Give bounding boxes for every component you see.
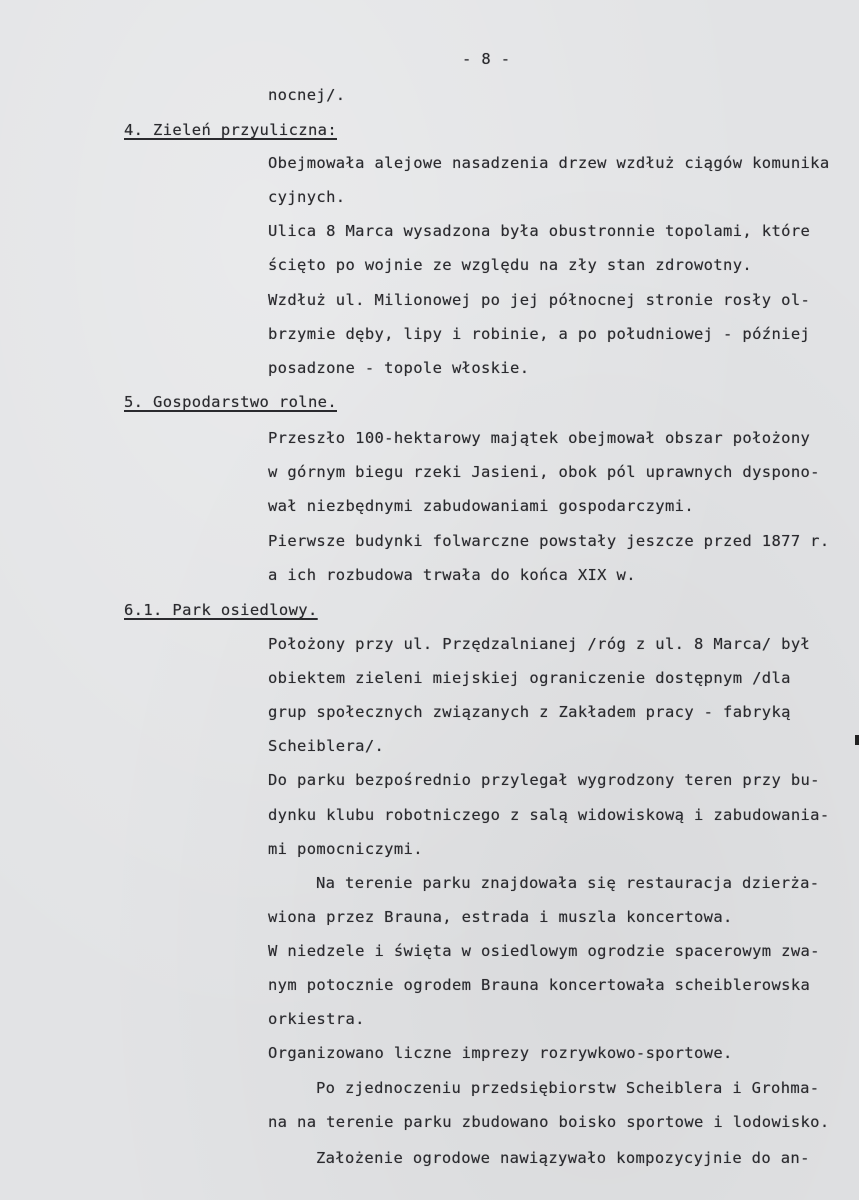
body-line: cyjnych.	[268, 188, 346, 206]
body-line: obiektem zieleni miejskiej ograniczenie dostępnym /dla	[268, 669, 791, 687]
body-line: Położony przy ul. Przędzalnianej /róg z ul. 8 Marca/ był	[268, 635, 811, 653]
body-line: grup społecznych związanych z Zakładem pracy - fabryką	[268, 703, 791, 721]
body-line: posadzone - topole włoskie.	[268, 359, 530, 377]
body-line: Organizowano liczne imprezy rozrywkowo-sportowe.	[268, 1044, 733, 1062]
body-line: Obejmowała alejowe nasadzenia drzew wzdłuż ciągów komunika	[268, 154, 830, 172]
body-line: W niedzele i święta w osiedlowym ogrodzie spacerowym zwa-	[268, 942, 820, 960]
body-line: Pierwsze budynki folwarczne powstały jeszcze przed 1877 r.	[268, 532, 830, 550]
body-line: Scheiblera/.	[268, 737, 385, 755]
body-line: wał niezbędnymi zabudowaniami gospodarczymi.	[268, 497, 694, 515]
body-line: wiona przez Brauna, estrada i muszla koncertowa.	[268, 908, 733, 926]
body-line: Po zjednoczeniu przedsiębiorstw Scheiblera i Grohma-	[316, 1079, 820, 1097]
body-line: orkiestra.	[268, 1010, 365, 1028]
body-line: Założenie ogrodowe nawiązywało kompozycyjnie do an-	[316, 1149, 810, 1167]
body-line: Na terenie parku znajdowała się restauracja dzierża-	[316, 874, 820, 892]
body-line: Przeszło 100-hektarowy majątek obejmował obszar położony	[268, 429, 811, 447]
body-line: nym potocznie ogrodem Brauna koncertowała scheiblerowska	[268, 976, 811, 994]
body-line: brzymie dęby, lipy i robinie, a po południowej - później	[268, 325, 811, 343]
body-line: dynku klubu robotniczego z salą widowiskową i zabudowania-	[268, 806, 830, 824]
section-heading: 5. Gospodarstwo rolne.	[124, 393, 337, 411]
body-line: Wzdłuż ul. Milionowej po jej północnej stronie rosły ol-	[268, 291, 811, 309]
scan-edge-mark	[855, 735, 859, 745]
body-line: na na terenie parku zbudowano boisko sportowe i lodowisko.	[268, 1113, 830, 1131]
body-line: w górnym biegu rzeki Jasieni, obok pól uprawnych dyspono-	[268, 463, 820, 481]
page-number: - 8 -	[462, 50, 511, 68]
section-heading: 6.1. Park osiedlowy.	[124, 601, 318, 619]
section-heading: 4. Zieleń przyuliczna:	[124, 121, 337, 139]
body-line: ścięto po wojnie ze względu na zły stan zdrowotny.	[268, 256, 753, 274]
body-line: a ich rozbudowa trwała do końca XIX w.	[268, 566, 636, 584]
body-line: mi pomocniczymi.	[268, 840, 423, 858]
body-line: nocnej/.	[268, 86, 346, 104]
body-line: Do parku bezpośrednio przylegał wygrodzony teren przy bu-	[268, 771, 820, 789]
body-line: Ulica 8 Marca wysadzona była obustronnie topolami, które	[268, 222, 811, 240]
